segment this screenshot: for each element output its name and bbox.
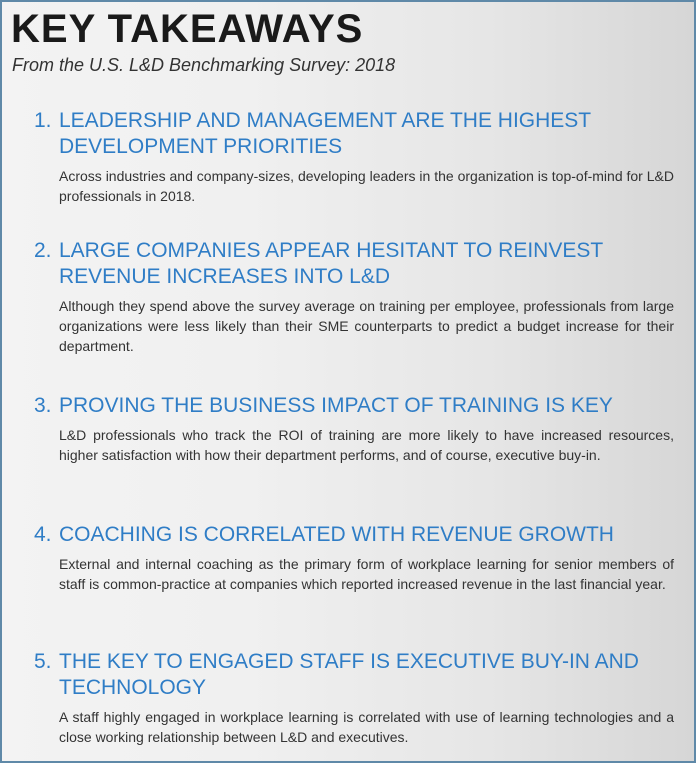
takeaway-heading-text: COACHING IS CORRELATED WITH REVENUE GROWTH — [59, 523, 614, 546]
takeaway-heading — [34, 522, 674, 548]
takeaway-heading-text: LEADERSHIP AND MANAGEMENT ARE THE HIGHEST DEVELOPMENT PRIORITIES — [59, 109, 591, 158]
takeaway-item-1 — [34, 108, 674, 206]
takeaway-body: Although they spend above the survey average on training per employee, professionals from large organizations were less likely than their SME counterparts to predict a budget increase for their department. — [59, 298, 674, 354]
takeaway-number: 1. — [34, 109, 52, 132]
page-subtitle: From the U.S. L&D Benchmarking Survey: 2018 — [12, 55, 396, 75]
takeaway-heading-text: LARGE COMPANIES APPEAR HESITANT TO REINVEST REVENUE INCREASES INTO L&D — [59, 239, 603, 288]
takeaway-heading — [34, 238, 674, 290]
takeaway-body: Across industries and company-sizes, developing leaders in the organization is top-of-mind for L&D professionals in 2018. — [59, 168, 674, 204]
takeaway-item-5 — [34, 649, 674, 747]
takeaway-number: 2. — [34, 239, 52, 262]
takeaway-body: L&D professionals who track the ROI of training are more likely to have increased resources, higher satisfaction with how their department performs, and of course, executive buy-in. — [59, 427, 674, 463]
takeaway-heading — [34, 108, 674, 160]
takeaway-heading — [34, 393, 674, 419]
page-title: KEY TAKEAWAYS — [11, 7, 364, 51]
takeaway-item-3 — [34, 393, 674, 465]
takeaway-number: 4. — [34, 523, 52, 546]
takeaway-body: A staff highly engaged in workplace learning is correlated with use of learning technologies and a close working relationship between L&D and executives. — [59, 709, 674, 745]
takeaway-heading-text: PROVING THE BUSINESS IMPACT OF TRAINING IS KEY — [59, 394, 613, 417]
takeaway-number: 3. — [34, 394, 52, 417]
takeaway-heading — [34, 649, 674, 701]
takeaway-item-4 — [34, 522, 674, 594]
takeaway-item-2 — [34, 238, 674, 356]
takeaway-heading-text: THE KEY TO ENGAGED STAFF IS EXECUTIVE BUY-IN AND TECHNOLOGY — [59, 650, 639, 699]
takeaway-body: External and internal coaching as the primary form of workplace learning for senior members of staff is common-practice at companies which reported increased revenue in the last financial year. — [59, 556, 674, 592]
takeaway-number: 5. — [34, 650, 52, 673]
